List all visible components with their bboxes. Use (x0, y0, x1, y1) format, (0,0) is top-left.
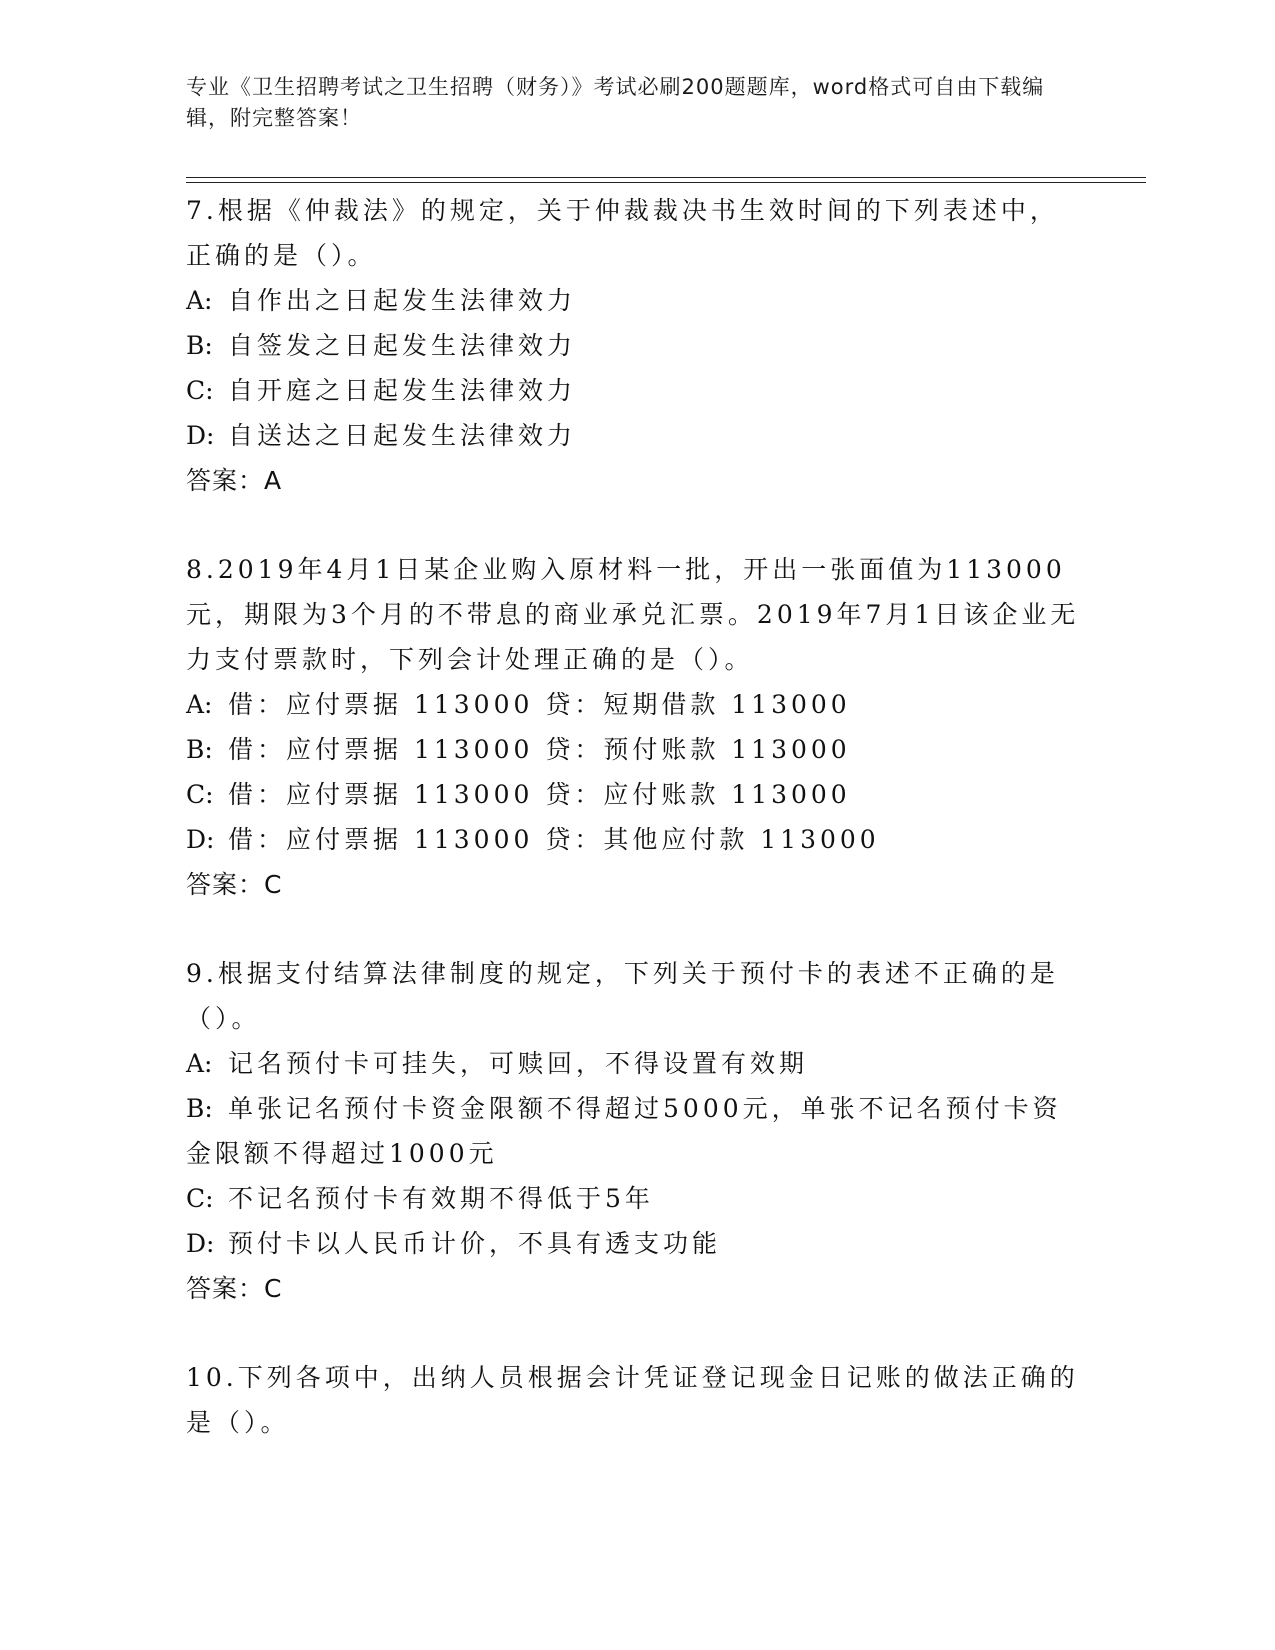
option-letter: B: (186, 1094, 213, 1123)
option-c (186, 1176, 1086, 1221)
document-header: 专业《卫生招聘考试之卫生招聘（财务）》考试必刷200题题库，word格式可自由下载编辑，附完整答案！ (186, 75, 1045, 130)
option-letter: C: (186, 1184, 214, 1213)
option-b (186, 323, 1086, 368)
option-c (186, 772, 1086, 817)
option-text: 自开庭之日起发生法律效力 (228, 376, 577, 405)
option-letter: C: (186, 780, 214, 809)
option-letter: A: (186, 690, 213, 719)
option-b (186, 727, 1086, 772)
option-d (186, 817, 1086, 862)
option-text: 借：应付票据 113000 贷：应付账款 113000 (228, 780, 851, 809)
option-letter: D: (186, 1229, 215, 1258)
header-divider-top (186, 177, 1146, 178)
option-text: 不记名预付卡有效期不得低于5年 (228, 1184, 654, 1213)
option-letter: B: (186, 331, 213, 360)
answer-line: 答案：C (186, 1274, 283, 1303)
question-list (186, 188, 1086, 1489)
option-c (186, 368, 1086, 413)
option-letter: A: (186, 286, 213, 315)
option-letter: D: (186, 825, 215, 854)
option-text: 自签发之日起发生法律效力 (228, 331, 577, 360)
option-b (186, 1086, 1086, 1176)
question-stem: 8.2019年4月1日某企业购入原材料一批，开出一张面值为113000元，期限为3个月的不带息的商业承兑汇票。2019年7月1日该企业无力支付票款时，下列会计处理正确的是（）。 (186, 555, 1080, 674)
option-text: 借：应付票据 113000 贷：短期借款 113000 (228, 690, 851, 719)
option-letter: B: (186, 735, 213, 764)
option-a (186, 1041, 1086, 1086)
header-divider-bottom (186, 182, 1146, 183)
option-text: 记名预付卡可挂失，可赎回，不得设置有效期 (228, 1049, 809, 1078)
question-10 (186, 1355, 1086, 1445)
option-letter: D: (186, 421, 215, 450)
question-8 (186, 547, 1086, 907)
option-d (186, 1221, 1086, 1266)
option-a (186, 278, 1086, 323)
answer-line: 答案：A (186, 466, 283, 495)
answer-line: 答案：C (186, 870, 283, 899)
option-a (186, 682, 1086, 727)
option-text: 单张记名预付卡资金限额不得超过5000元，单张不记名预付卡资金限额不得超过1000元 (186, 1094, 1062, 1168)
question-stem: 7.根据《仲裁法》的规定，关于仲裁裁决书生效时间的下列表述中，正确的是（）。 (186, 196, 1059, 270)
question-7 (186, 188, 1086, 503)
option-text: 自送达之日起发生法律效力 (228, 421, 577, 450)
question-stem: 9.根据支付结算法律制度的规定，下列关于预付卡的表述不正确的是（）。 (186, 959, 1059, 1033)
option-text: 借：应付票据 113000 贷：预付账款 113000 (228, 735, 851, 764)
option-d (186, 413, 1086, 458)
question-stem: 10.下列各项中，出纳人员根据会计凭证登记现金日记账的做法正确的是（）。 (186, 1363, 1079, 1437)
option-text: 借：应付票据 113000 贷：其他应付款 113000 (228, 825, 880, 854)
option-letter: A: (186, 1049, 213, 1078)
option-text: 自作出之日起发生法律效力 (228, 286, 577, 315)
option-letter: C: (186, 376, 214, 405)
option-text: 预付卡以人民币计价，不具有透支功能 (228, 1229, 722, 1258)
question-9 (186, 951, 1086, 1311)
